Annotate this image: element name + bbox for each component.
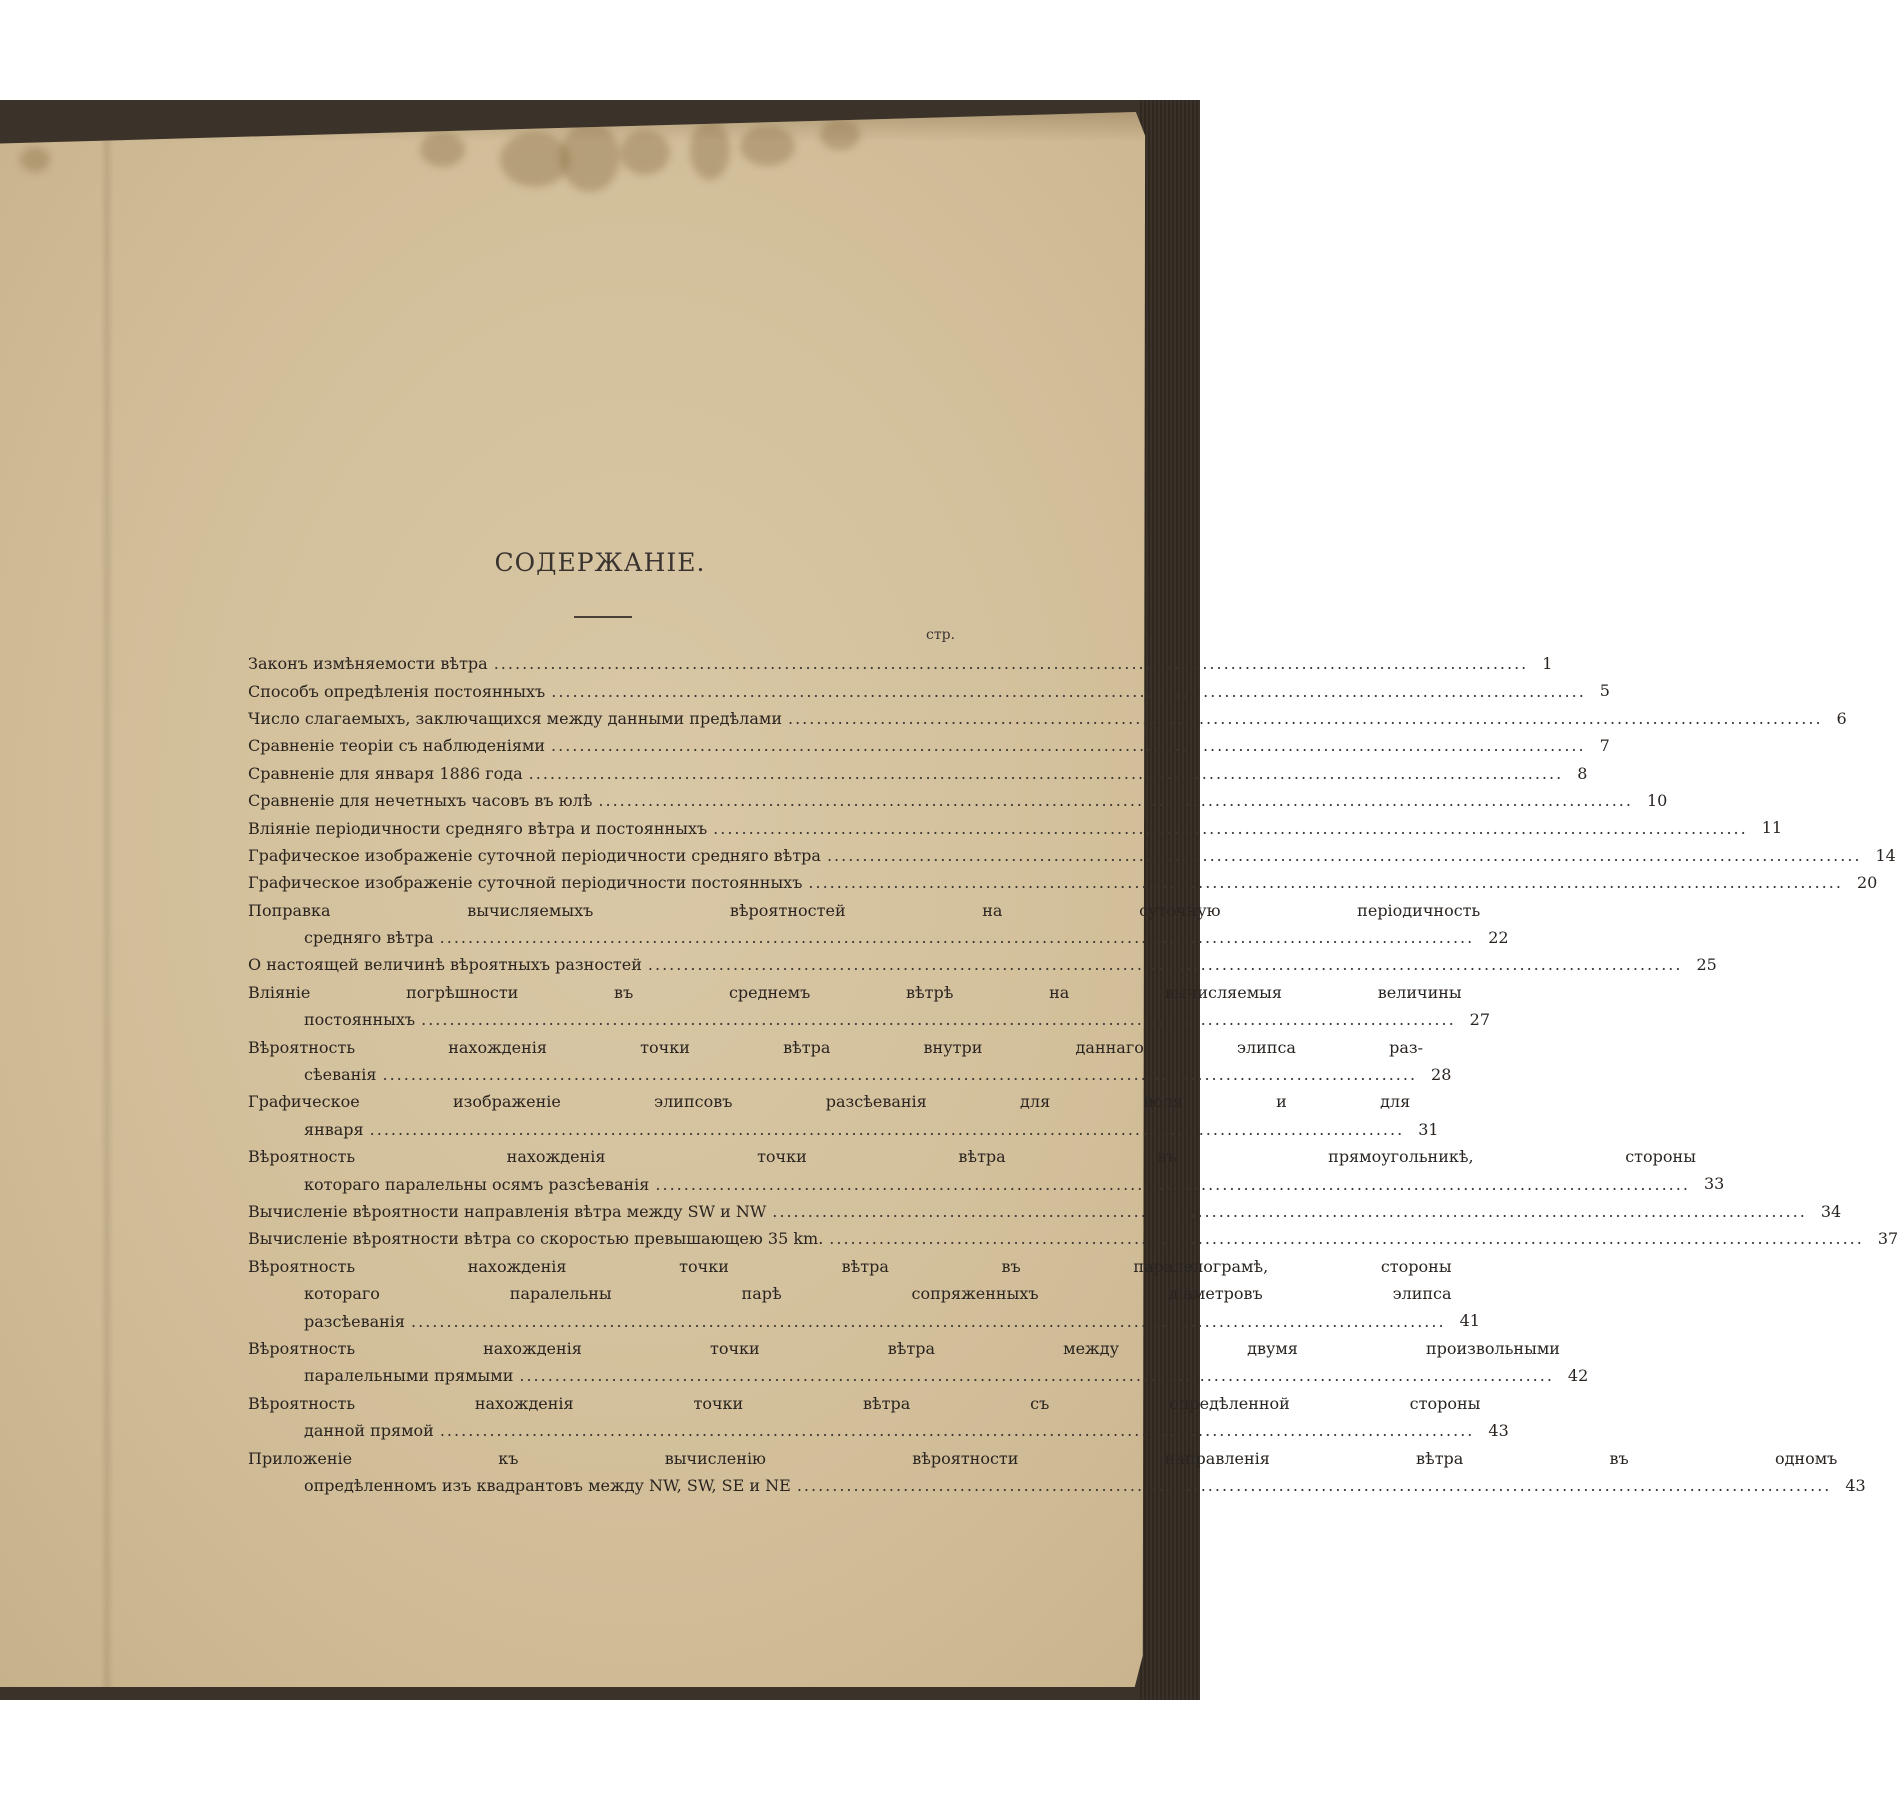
toc-entry-text [248,1390,1480,1445]
toc-page-number: 22 [1488,927,1509,947]
toc-page-number: 43 [1845,1475,1866,1495]
toc-entry-text [248,760,1569,787]
toc-page-number: 8 [1577,763,1588,783]
dot-leader [519,1366,1554,1385]
toc-page-number: 25 [1696,955,1717,975]
toc-entry-title: Вѣроятность нахожденія точки вѣтра внутри даннаго элипса раз- [248,1037,1424,1057]
page-title: СОДЕРЖАНІЕ. [494,548,706,577]
toc-entry-line [248,1033,1423,1060]
toc-entry-line [248,1253,1452,1280]
page-column-label: стр. [926,627,955,643]
toc-entry-title: данной прямой [304,1421,434,1441]
toc-page-number: 10 [1646,790,1668,810]
title-divider [574,616,632,618]
toc-entry-line [248,650,1534,677]
dot-leader [440,1421,1475,1440]
toc-entry-title: котораго паралельны осямъ разсѣеванія [304,1174,650,1194]
dot-leader [827,846,1862,865]
toc-entry-line [248,1006,1462,1033]
dot-leader [598,791,1633,810]
dot-leader [551,682,1586,701]
toc-entry-title: Вѣроятность нахожденія точки вѣтра въ прямоугольникѣ, стороны [248,1147,1696,1167]
toc-entry [248,814,1783,841]
toc-page-number: 27 [1469,1010,1491,1030]
toc-entry-line [248,1390,1480,1417]
dot-leader [411,1312,1446,1331]
toc-page-number: 41 [1459,1311,1480,1331]
toc-entry-line [248,787,1639,814]
toc-entry-title: средняго вѣтра [304,928,434,948]
toc-entry-title: Графическое изображеніе суточной періодичности постоянныхъ [248,873,803,893]
dot-leader [421,1010,1456,1029]
toc-entry-line [248,842,1868,869]
toc-page-number: 6 [1836,708,1847,728]
toc-entry-title: Приложеніе къ вычисленію вѣроятности направленія вѣтра въ одномъ [248,1448,1838,1468]
dot-leader [829,1229,1864,1248]
toc-entry-text [248,1088,1410,1143]
toc-entry-line [248,705,1829,732]
toc-page-number: 7 [1599,736,1610,756]
toc-page-number: 34 [1820,1201,1842,1221]
dot-leader [383,1065,1418,1084]
dot-leader [655,1175,1690,1194]
toc-entry [248,1225,1898,1252]
toc-entry-line [248,814,1754,841]
toc-entry-title: Сравненіе для января 1886 года [248,763,523,783]
toc-entry-line [248,760,1569,787]
toc-page-number: 37 [1877,1229,1898,1249]
toc-entry-text [248,897,1480,952]
dot-leader [494,654,1529,673]
toc-entry-text [248,869,1849,896]
toc-entry [248,979,1491,1034]
toc-entry-text [248,650,1534,677]
toc-entry-title: Вліяніе періодичности средняго вѣтра и постоянныхъ [248,818,708,838]
toc-entry-text [248,705,1829,732]
toc-entry [248,1198,1842,1225]
toc-entry [248,760,1588,787]
toc-entry-line [248,1362,1560,1389]
dot-leader [370,1120,1405,1139]
toc-entry [248,787,1668,814]
toc-entry [248,842,1896,869]
toc-entry-title: Законъ измѣняемости вѣтра [248,654,488,674]
toc-entry-title: января [304,1119,364,1139]
dot-leader [772,1202,1807,1221]
toc-entry-text [248,1143,1696,1198]
toc-entry-text [248,1444,1837,1499]
toc-entry-title: паралельными прямыми [304,1366,514,1386]
toc-page-number: 11 [1761,818,1783,838]
toc-entry-line [248,1417,1480,1444]
toc-entry [248,1033,1452,1088]
dot-leader [529,764,1564,783]
toc-entry-line [248,1116,1410,1143]
toc-page-number: 28 [1431,1064,1452,1084]
toc-entry-title: Вліяніе погрѣшности въ среднемъ вѣтрѣ на вычисляемыя величины [248,982,1462,1002]
toc-entry-title: разсѣеванія [304,1311,406,1331]
toc-page-number: 42 [1567,1366,1589,1386]
toc-entry-title: котораго паралельны парѣ сопряженныхъ діаметровъ элипса [304,1284,1452,1304]
toc-entry-line [248,869,1849,896]
toc-entry-text [248,787,1639,814]
toc-entry-title: Графическое изображеніе суточной періодичности средняго вѣтра [248,845,821,865]
toc-entry [248,1444,1866,1499]
dot-leader [551,736,1586,755]
toc-entry [248,650,1553,677]
toc-entry-title: Вычисленіе вѣроятности вѣтра со скоростью превышающею 35 km. [248,1229,824,1249]
dot-leader [440,928,1475,947]
toc-entry-text [248,677,1592,704]
toc-entry-line [248,924,1480,951]
toc-entry-line [248,1307,1452,1334]
toc-entry-line [248,1198,1813,1225]
toc-entry-line [248,1225,1870,1252]
table-of-contents [248,650,1898,1499]
toc-entry [248,1335,1589,1390]
toc-entry-title: Поправка вычисляемыхъ вѣроятностей на суточную періодичность [248,900,1481,920]
toc-entry-text [248,814,1754,841]
toc-entry-line [248,1335,1560,1362]
toc-entry [248,1390,1509,1445]
dot-leader [648,955,1683,974]
toc-entry-line [248,1088,1410,1115]
toc-entry-line [248,732,1592,759]
toc-page-number: 33 [1703,1174,1725,1194]
toc-entry-line [248,1444,1837,1471]
toc-entry-title: Вѣроятность нахожденія точки вѣтра съ опредѣленной стороны [248,1393,1481,1413]
toc-entry-title: Вычисленіе вѣроятности направленія вѣтра между SW и NW [248,1202,767,1221]
toc-entry-line [248,1280,1452,1307]
toc-entry-line [248,897,1480,924]
toc-entry-text [248,842,1868,869]
toc-entry-text [248,1198,1813,1225]
toc-entry-text [248,732,1592,759]
toc-entry-title: Вѣроятность нахожденія точки вѣтра между двумя произвольными [248,1338,1560,1358]
toc-entry [248,951,1717,978]
toc-entry-text [248,979,1462,1034]
toc-page-number: 43 [1488,1420,1509,1440]
toc-entry [248,1088,1439,1143]
toc-entry [248,1253,1480,1335]
toc-entry [248,869,1878,896]
toc-page-number: 5 [1599,681,1610,701]
toc-entry [248,705,1847,732]
toc-entry-line [248,1061,1423,1088]
toc-entry-line [248,1143,1696,1170]
toc-entry-text [248,1033,1423,1088]
toc-entry-line [248,677,1592,704]
dot-leader [808,873,1843,892]
toc-entry [248,732,1610,759]
dot-leader [788,709,1823,728]
toc-entry-title: Способъ опредѣленія постоянныхъ [248,681,546,701]
toc-entry-title: Число слагаемыхъ, заключащихся между данными предѣлами [248,708,782,728]
toc-entry-title: Сравненіе теоріи съ наблюденіями [248,736,546,756]
toc-page-number: 31 [1418,1119,1439,1139]
toc-entry-title: О настоящей величинѣ вѣроятныхъ разностей [248,955,642,975]
toc-page-number: 14 [1875,845,1896,865]
toc-entry-line [248,1170,1696,1197]
toc-entry-title: сѣеванія [304,1065,377,1085]
toc-entry-text [248,1335,1560,1390]
toc-entry-text [248,1253,1452,1335]
toc-entry-title: Сравненіе для нечетныхъ часовъ въ юлѣ [248,791,593,811]
toc-entry [248,677,1610,704]
toc-entry-line [248,979,1462,1006]
toc-entry-text [248,1225,1870,1252]
toc-entry-title: постоянныхъ [304,1010,416,1030]
toc-entry [248,1143,1725,1198]
toc-entry-title: Графическое изображеніе элипсовъ разсѣеванія для іюля и для [248,1092,1411,1112]
toc-entry-title: опредѣленномъ изъ квадрантовъ между NW, SW, SE и NE [304,1475,791,1495]
toc-page-number: 20 [1856,873,1878,893]
toc-entry-line [248,951,1688,978]
toc-entry-title: Вѣроятность нахожденія точки вѣтра въ паралелограмѣ, стороны [248,1256,1452,1276]
toc-entry-text [248,951,1688,978]
toc-page-number: 1 [1542,654,1553,673]
dot-leader [713,819,1748,838]
dot-leader [797,1476,1832,1495]
toc-entry [248,897,1509,952]
toc-entry-line [248,1472,1837,1499]
